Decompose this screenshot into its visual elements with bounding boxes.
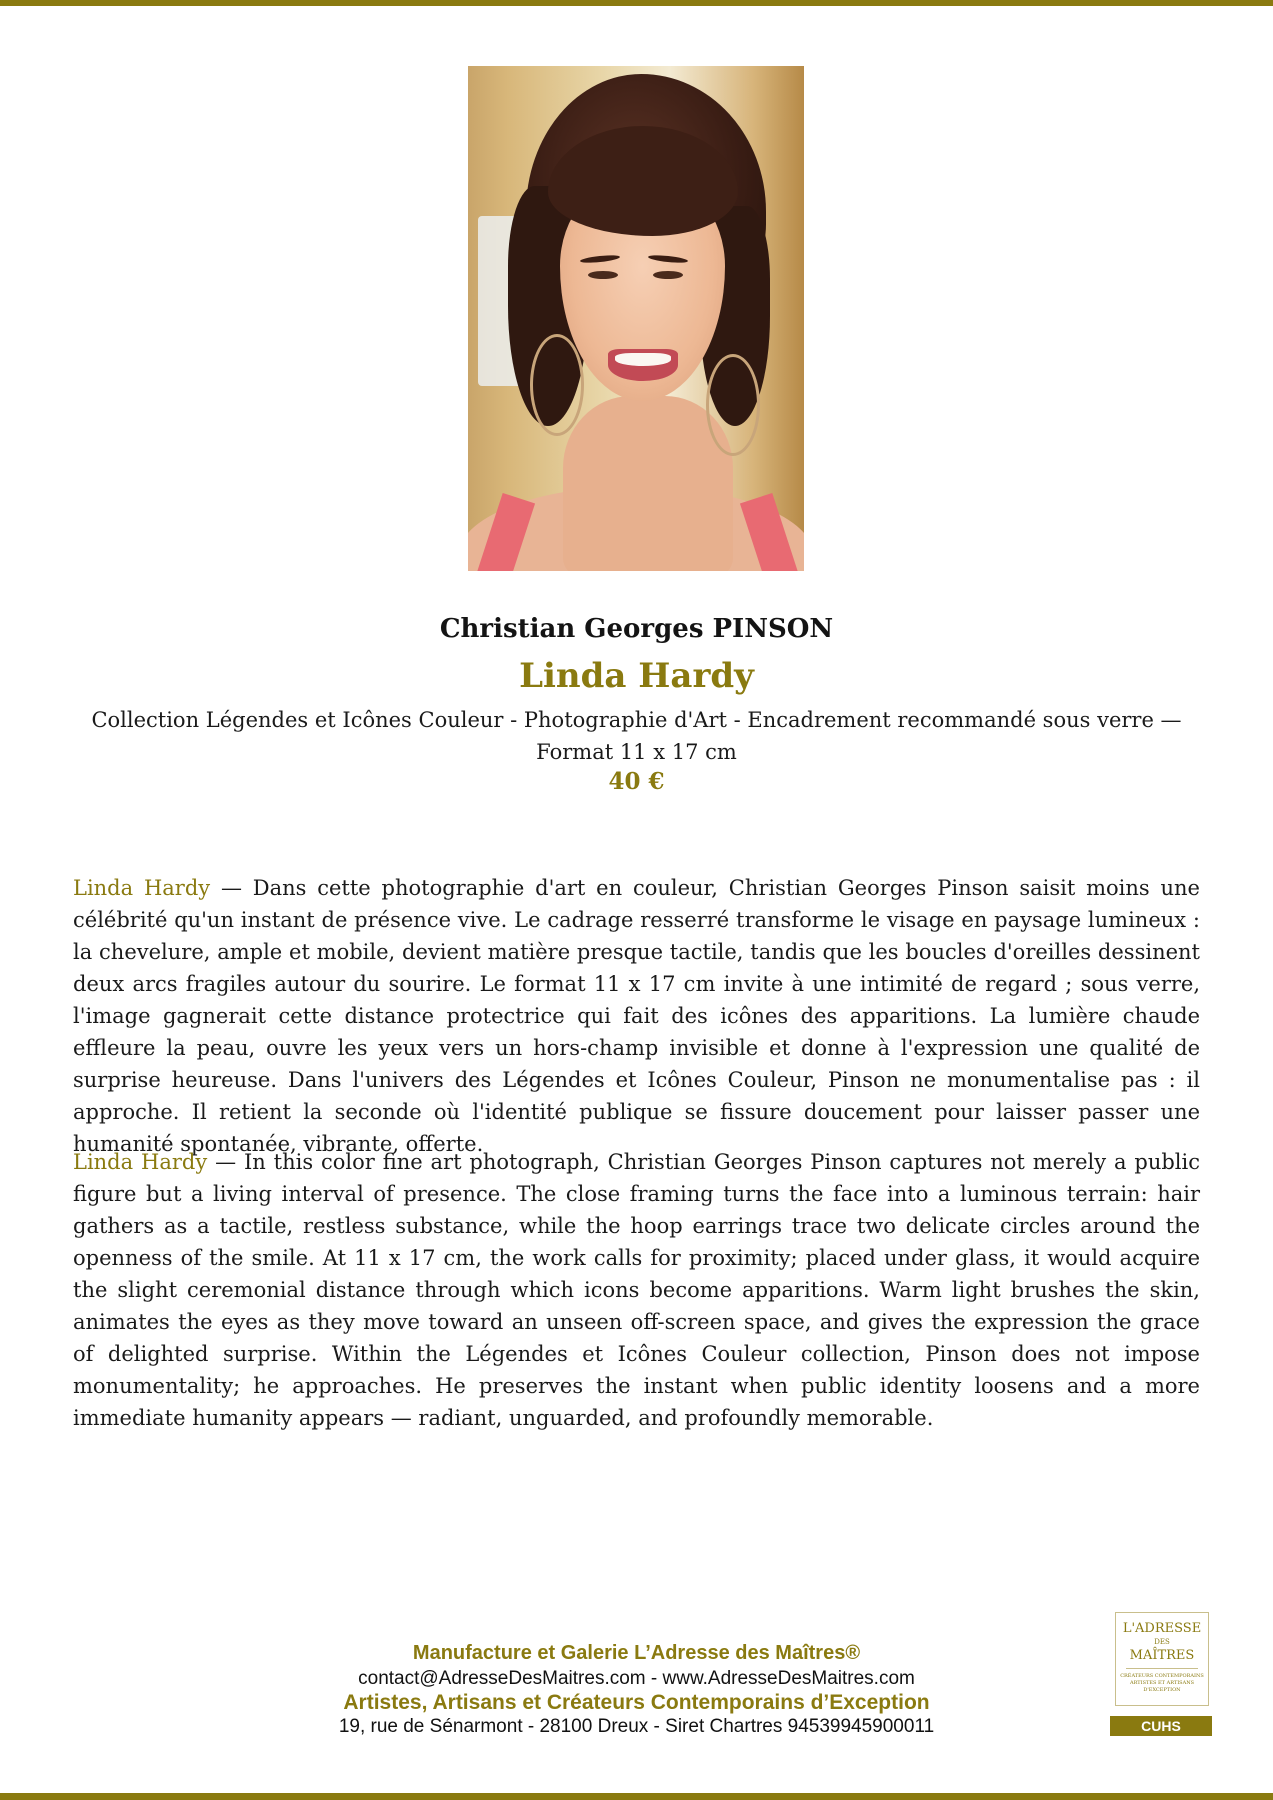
description-en-lead: Linda Hardy [73, 1150, 208, 1174]
description-en [73, 1146, 1200, 1434]
artwork-subtitle: Collection Légendes et Icônes Couleur - Photographie d'Art - Encadrement recommandé sous verre — Format 11 x 17 cm [91, 708, 1182, 764]
footer-tagline: Artistes, Artisans et Créateurs Contemporains d’Exception [343, 1691, 930, 1714]
logo-line-3: MAÎTRES [1129, 1648, 1195, 1663]
logo-line-2: DES [1154, 1638, 1170, 1646]
footer-company: Manufacture et Galerie L’Adresse des Maîtres® [412, 1642, 861, 1664]
description-en-text: — In this color fine art photograph, Christian Georges Pinson captures not merely a public figure but a living interval of presence. The close framing turns the face into a luminous terrain: hair gathers as a tactile, restless substance, while the hoop earrings trace two delicate circles around the openness of the smile. At 11 x 17 cm, the work calls for proximity; placed under glass, it would acquire the slight ceremonial distance through which icons become apparitions. Warm light brushes the skin, animates the eyes as they move toward an unseen off-screen space, and gives the expression the grace of delighted surprise. Within the Légendes et Icônes Couleur collection, Pinson does not impose monumentality; he approaches. He preserves the instant when public identity loosens and a more immediate humanity appears — radiant, unguarded, and profoundly memorable. [73, 1150, 1200, 1430]
logo-divider [1126, 1668, 1198, 1669]
logo-line-1: L'ADRESSE [1122, 1621, 1202, 1636]
gallery-logo [1115, 1612, 1209, 1706]
artwork-photo [468, 66, 804, 571]
artwork-price: 40 € [608, 768, 665, 795]
logo-line-4: CRÉATEURS CONTEMPORAINS ARTISTES ET ARTISANS D'EXCEPTION [1120, 1673, 1204, 1693]
artwork-title: Linda Hardy [519, 656, 754, 696]
footer-address: 19, rue de Sénarmont - 28100 Dreux - Siret Chartres 94539945900011 [338, 1716, 935, 1737]
description-fr [73, 872, 1200, 1160]
footer-contact: contact@AdresseDesMaitres.com - www.AdresseDesMaitres.com [358, 1668, 915, 1689]
artist-name: Christian Georges PINSON [439, 614, 834, 644]
bottom-border [0, 1793, 1273, 1800]
logo-badge: CUHS [1110, 1716, 1212, 1736]
top-border [0, 0, 1273, 6]
description-fr-lead: Linda Hardy [73, 876, 211, 900]
description-fr-text: — Dans cette photographie d'art en couleur, Christian Georges Pinson saisit moins une célébrité qu'un instant de présence vive. Le cadrage resserré transforme le visage en paysage lumineux : la chevelure, ample et mobile, devient matière presque tactile, tandis que les boucles d'oreilles dessinent deux arcs fragiles autour du sourire. Le format 11 x 17 cm invite à une intimité de regard ; sous verre, l'image gagnerait cette distance protectrice qui fait des icônes des apparitions. La lumière chaude effleure la peau, ouvre les yeux vers un hors-champ invisible et donne à l'expression une qualité de surprise heureuse. Dans l'univers des Légendes et Icônes Couleur, Pinson ne monumentalise pas : il approche. Il retient la seconde où l'identité publique se fissure doucement pour laisser passer une humanité spontanée, vibrante, offerte. [73, 876, 1200, 1156]
